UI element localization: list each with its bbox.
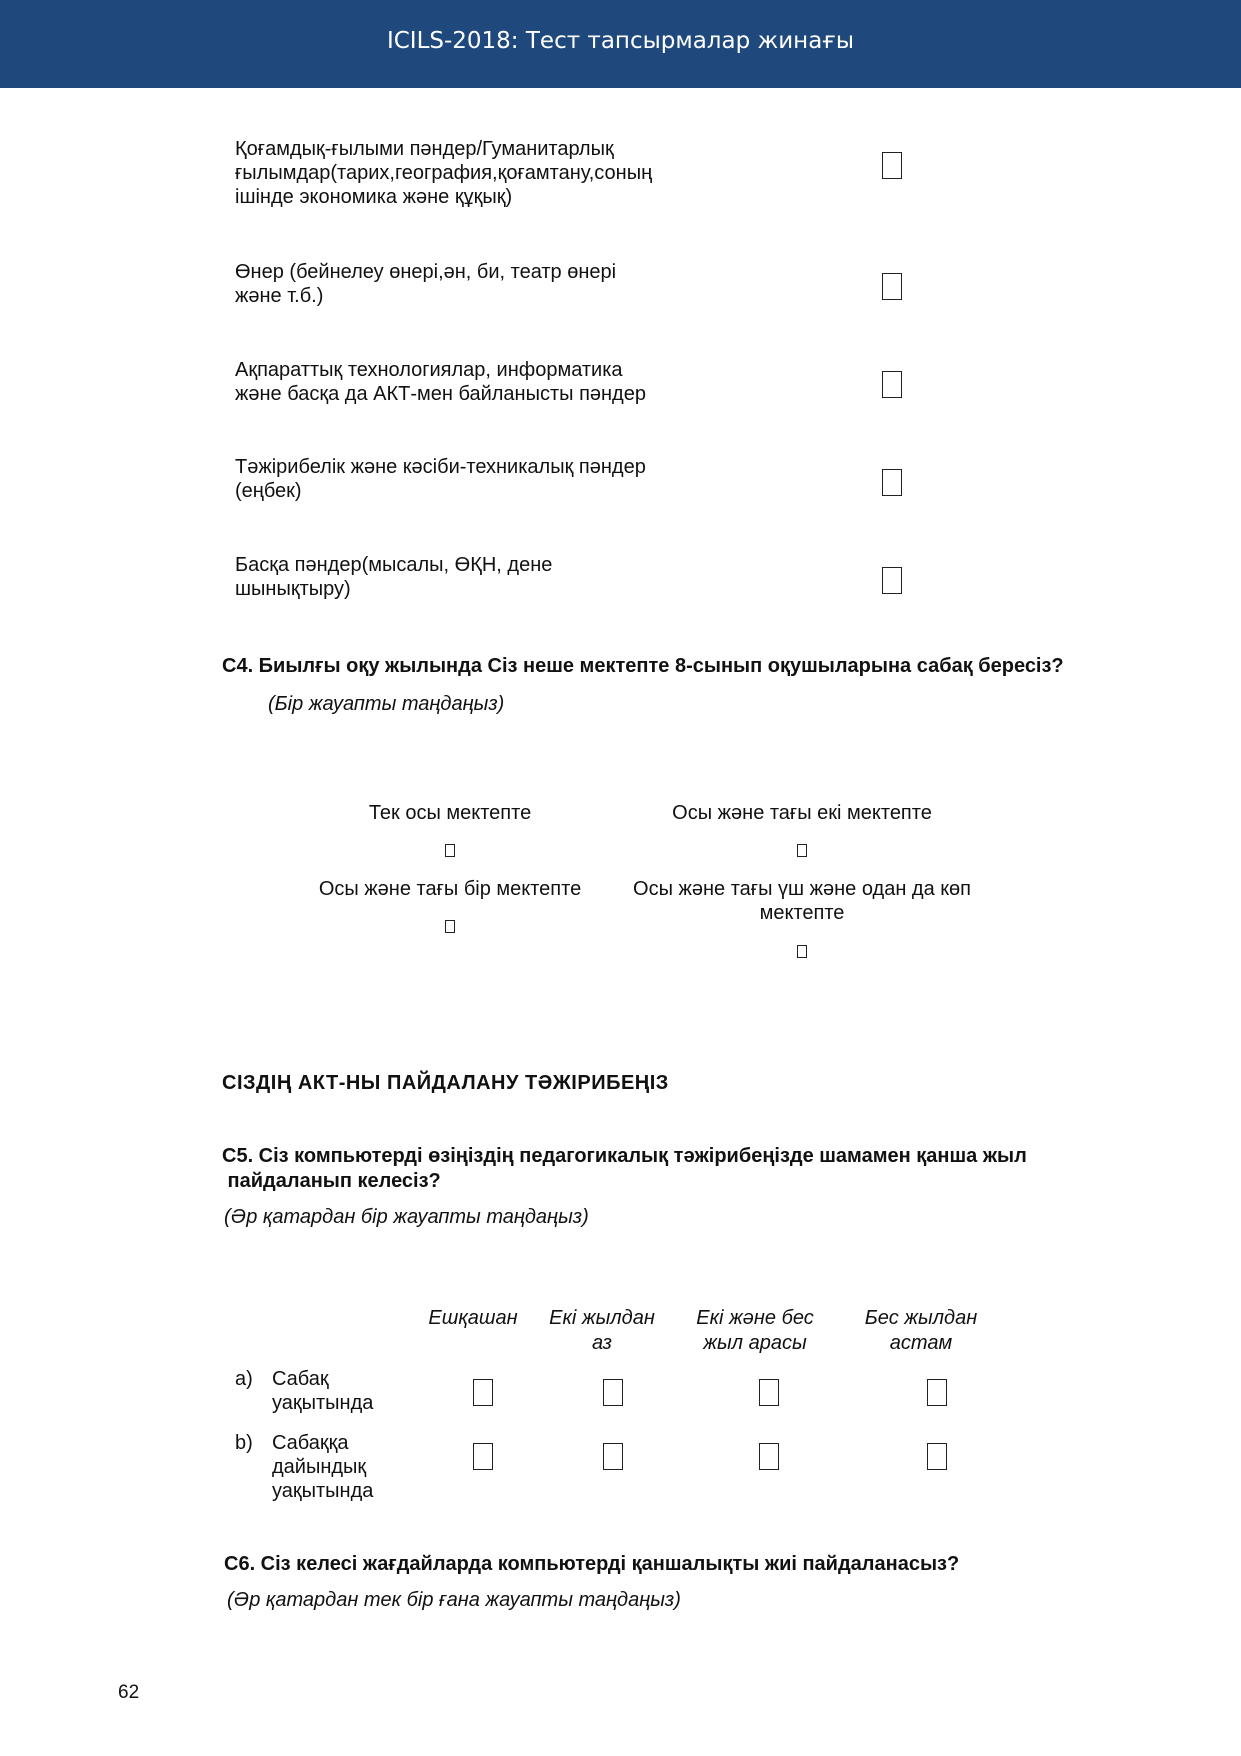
subject-checkbox[interactable] [882, 273, 902, 300]
c5-row-a-checkbox-more-than-five[interactable] [927, 1379, 947, 1406]
c5-row-b-checkbox-never[interactable] [473, 1443, 493, 1470]
question-c5 [222, 1144, 1027, 1194]
subject-line: ғылымдар(тарих,география,қоғамтану,соның [235, 162, 653, 184]
row-label-line: уақытында [272, 1480, 374, 1502]
column-header-line: жыл арасы [703, 1332, 807, 1354]
c5-column-header [841, 1306, 1001, 1356]
subject-line: Басқа пәндер(мысалы, ӨҚН, дене [235, 554, 553, 576]
c5-row-a-checkbox-two-to-five[interactable] [759, 1379, 779, 1406]
c5-row-b-checkbox-two-to-five[interactable] [759, 1443, 779, 1470]
subject-checkbox[interactable] [882, 567, 902, 594]
subject-checkbox[interactable] [882, 371, 902, 398]
subject-line: ішінде экономика және құқық) [235, 186, 513, 208]
subject-checkbox[interactable] [882, 469, 902, 496]
subject-item [235, 358, 695, 406]
c5-column-header [522, 1306, 682, 1356]
row-label-line: Сабақ [272, 1368, 329, 1390]
page-number: 62 [118, 1682, 140, 1703]
c4-option-checkbox[interactable] [445, 920, 455, 933]
c4-option-label [602, 801, 1002, 825]
c5-row-a-checkbox-less-than-two[interactable] [603, 1379, 623, 1406]
subject-item [235, 137, 695, 209]
column-header-line: Екі және бес [696, 1307, 814, 1329]
c5-instruction: (Әр қатардан бір жауапты таңдаңыз) [224, 1206, 589, 1228]
c5-row-b-checkbox-more-than-five[interactable] [927, 1443, 947, 1470]
c5-column-header [675, 1306, 835, 1356]
column-header-line: Ешқашан [428, 1307, 518, 1329]
column-header-line: Екі жылдан [549, 1307, 655, 1329]
subject-line: Өнер (бейнелеу өнері,ән, би, театр өнері [235, 261, 617, 283]
column-header-line: астам [889, 1332, 953, 1354]
row-label-line: уақытында [272, 1392, 374, 1414]
c4-option-checkbox[interactable] [445, 844, 455, 857]
c4-option-label [602, 877, 1002, 925]
option-line: Осы және тағы бір мектепте [318, 878, 582, 900]
page-header [0, 0, 1241, 88]
c4-option-label [290, 877, 610, 901]
question-c6: C6. Сіз келесі жағдайларда компьютерді қаншалықты жиі пайдаланасыз? [224, 1553, 960, 1575]
option-line: Тек осы мектепте [368, 802, 532, 824]
c4-option-checkbox[interactable] [797, 945, 807, 958]
c4-option-checkbox[interactable] [797, 844, 807, 857]
subject-line: (еңбек) [235, 480, 302, 502]
c5-row-letter: a) [235, 1368, 253, 1390]
subject-line: Қоғамдық-ғылыми пәндер/Гуманитарлық [235, 138, 614, 160]
subject-checkbox[interactable] [882, 152, 902, 179]
column-header-line: аз [592, 1332, 612, 1354]
subject-item [235, 455, 695, 503]
question-c4: C4. Биылғы оқу жылында Сіз неше мектепте 8-сынып оқушыларына сабақ бересіз? [222, 655, 1064, 677]
option-line: Осы және тағы үш және одан да көп [633, 878, 971, 900]
question-line: C5. Сіз компьютерді өзіңіздің педагогикалық тәжірибеңізде шамамен қанша жыл [222, 1145, 1027, 1167]
subject-line: шынықтыру) [235, 578, 351, 600]
c4-option-label [300, 801, 600, 825]
subject-item [235, 553, 695, 601]
row-label-line: дайындық [272, 1456, 367, 1478]
option-line: Осы және тағы екі мектепте [672, 802, 932, 824]
subject-line: Тәжірибелік және кәсіби-техникалық пәндер [235, 456, 646, 478]
header-title: ICILS-2018: Тест тапсырмалар жинағы [386, 28, 855, 54]
c5-row-label [272, 1367, 373, 1415]
c6-instruction: (Әр қатардан тек бір ғана жауапты таңдаңыз) [227, 1589, 681, 1611]
row-label-line: Сабаққа [272, 1432, 349, 1454]
question-line: пайдаланып келесіз? [222, 1170, 441, 1192]
option-line: мектепте [759, 902, 845, 924]
c5-row-a-checkbox-never[interactable] [473, 1379, 493, 1406]
section-title: СІЗДІҢ АКТ-НЫ ПАЙДАЛАНУ ТӘЖІРИБЕҢІЗ [222, 1072, 669, 1094]
subject-item [235, 260, 695, 308]
subject-line: және т.б.) [235, 285, 324, 307]
subject-line: және басқа да АКТ-мен байланысты пәндер [235, 383, 646, 405]
c5-row-label [272, 1431, 373, 1503]
c5-row-b-checkbox-less-than-two[interactable] [603, 1443, 623, 1470]
subject-line: Ақпараттық технологиялар, информатика [235, 359, 623, 381]
c5-row-letter: b) [235, 1432, 253, 1454]
column-header-line: Бес жылдан [864, 1307, 978, 1329]
c4-instruction: (Бір жауапты таңдаңыз) [268, 693, 505, 715]
